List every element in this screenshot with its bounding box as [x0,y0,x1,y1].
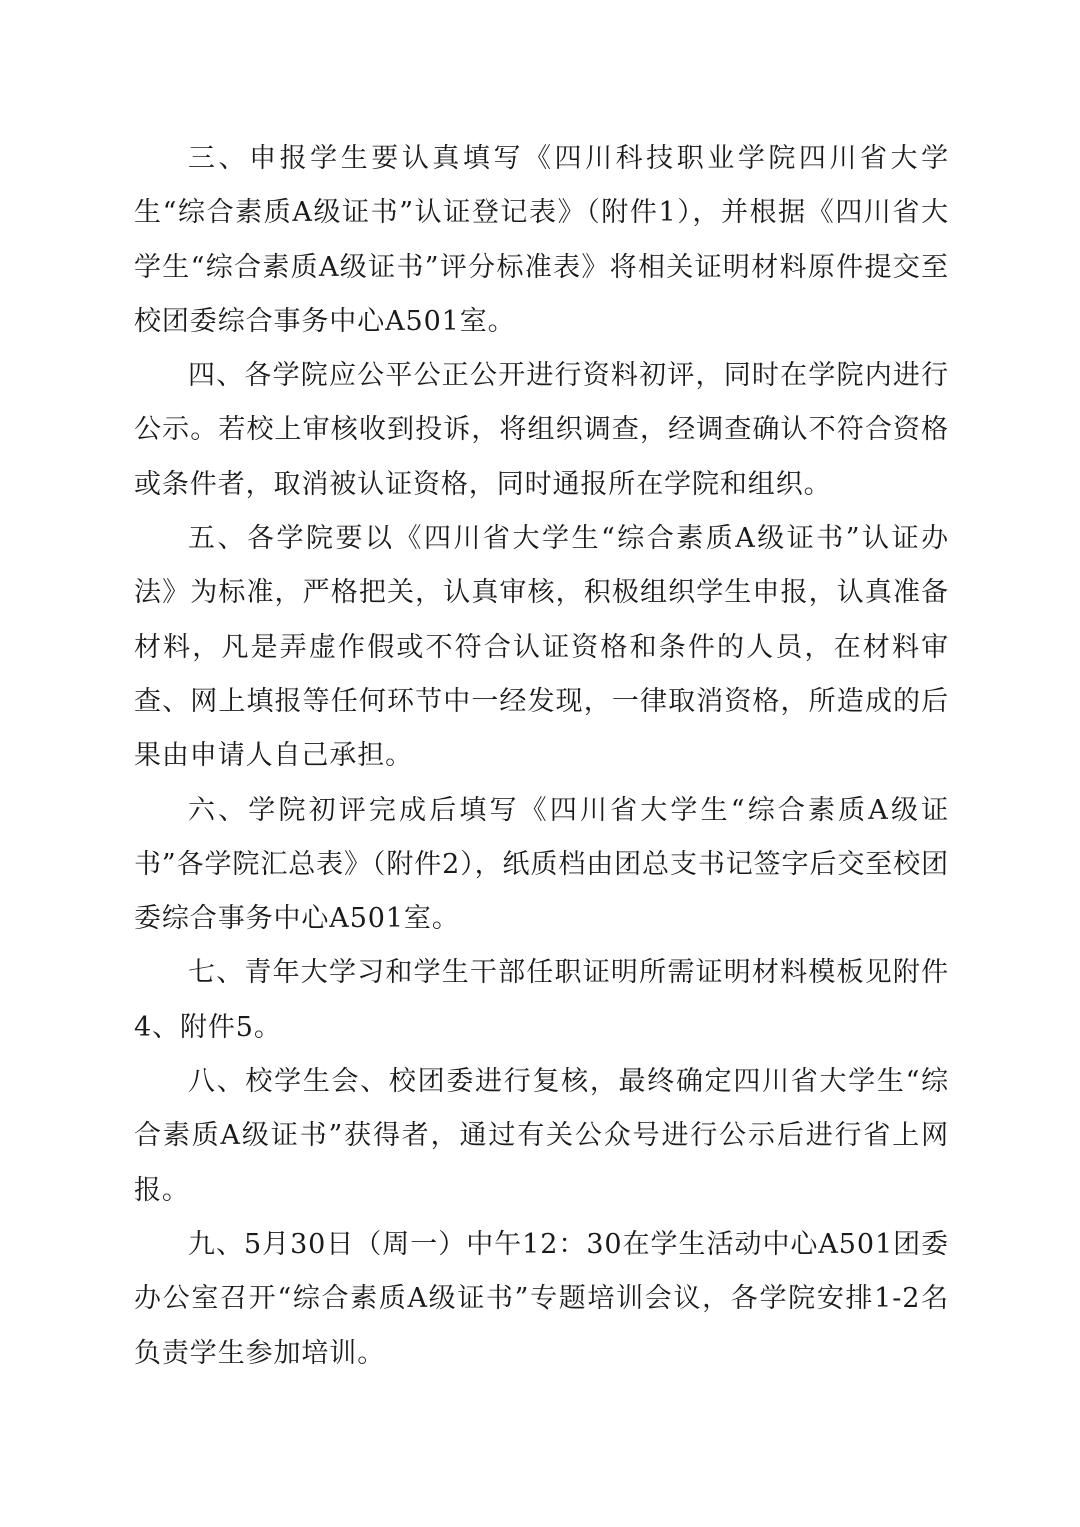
paragraph-item-6: 六、学院初评完成后填写《四川省大学生“综合素质A级证书”各学院汇总表》（附件2），纸质档由团总支书记签字后交至校团委综合事务中心A501室。 [134,794,949,935]
document-body [134,132,949,1381]
paragraph-item-8: 八、校学生会、校团委进行复核，最终确定四川省大学生“综合素质A级证书”获得者，通过有关公众号进行公示后进行省上网报。 [134,1066,949,1206]
paragraph-item-3: 三、申报学生要认真填写《四川科技职业学院四川省大学生“综合素质A级证书”认证登记表》（附件1），并根据《四川省大学生“综合素质A级证书”评分标准表》将相关证明材料原件提交至校团委综合事务中心A501室。 [134,143,949,337]
paragraph-item-4: 四、各学院应公平公正公开进行资料初评，同时在学院内进行公示。若校上审核收到投诉，将组织调查，经调查确认不符合资格或条件者，取消被认证资格，同时通报所在学院和组织。 [134,360,949,500]
paragraph-item-9: 九、5月30日（周一）中午12：30在学生活动中心A501团委办公室召开“综合素质A级证书”专题培训会议，各学院安排1-2名负责学生参加培训。 [134,1228,949,1369]
paragraph-item-7: 七、青年大学习和学生干部任职证明所需证明材料模板见附件4、附件5。 [134,957,949,1043]
paragraph-item-5: 五、各学院要以《四川省大学生“综合素质A级证书”认证办法》为标准，严格把关，认真审核，积极组织学生申报，认真准备材料，凡是弄虚作假或不符合认证资格和条件的人员，在材料审查、网上填报等任何环节中一经发现，一律取消资格，所造成的后果由申请人自己承担。 [134,523,949,772]
